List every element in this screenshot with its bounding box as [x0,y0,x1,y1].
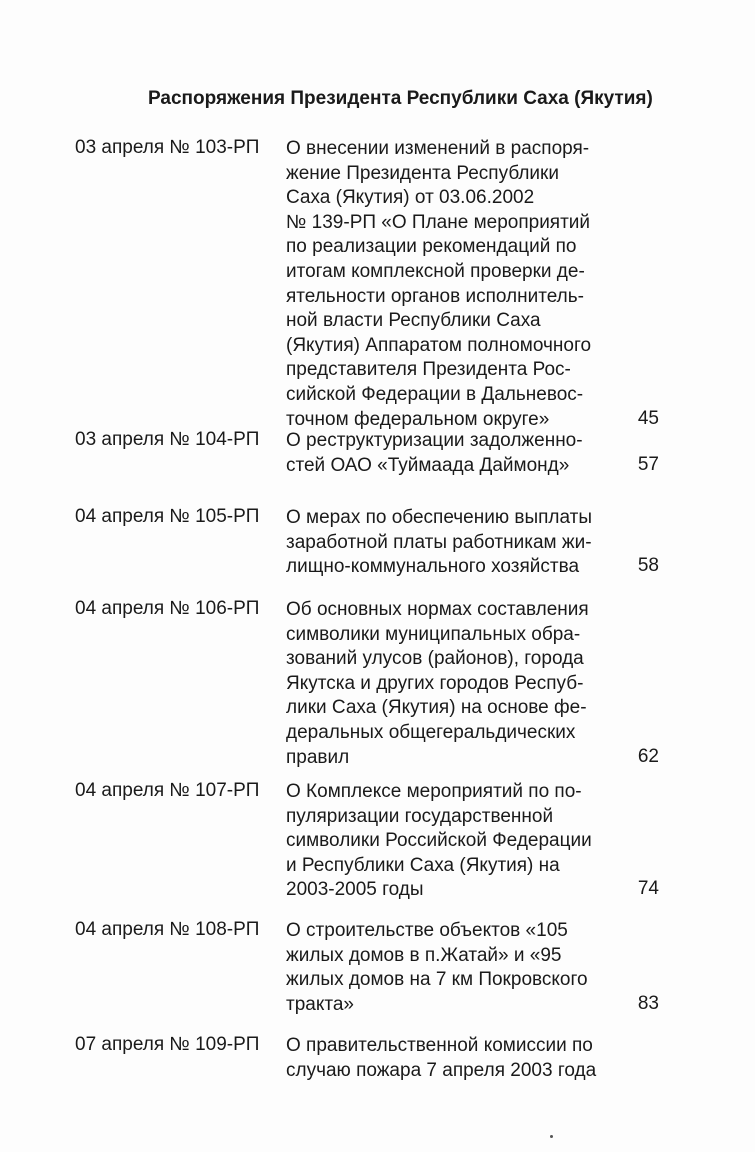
entry-title-line: зований улусов (районов), города [286,648,584,670]
entry-title-line: точном федеральном округе» [286,408,550,430]
entry-title-line: ятельности органов исполнитель- [286,285,584,307]
entry-title-line: О правительственной комиссии по [286,1035,593,1056]
entry-title-line: О строительстве объектов «105 [286,920,568,941]
entry-title-line: жение Президента Республики [286,162,559,184]
entry-title-line: лики Саха (Якутия) на основе фе- [286,697,587,719]
entry-title-line: жилых домов на 7 км Покровского [286,969,588,991]
entry-page-number: 83 [637,992,659,1014]
entry-page-number: 45 [637,407,659,429]
entry-title-line: представителя Президента Рос- [286,359,571,381]
entry-title-line: лищно-коммунального хозяйства [286,556,580,578]
entry-page-number: 74 [637,878,659,900]
entry-title-line: итогам комплексной проверки де- [286,260,585,282]
entry-date: 04 апреля № 107-РП [75,780,260,801]
entry-date: 04 апреля № 108-РП [75,919,260,940]
entry-title-line: О внесении изменений в распоря- [286,138,590,159]
entry-title [286,598,589,770]
entry-page-number: 62 [637,745,659,767]
entry-title-line: тракта» [286,993,354,1015]
entry-title [286,506,592,580]
entry-title-line: правил [286,746,350,768]
page-title: Распоряжения Президента Республики Саха (Якутия) [148,88,653,109]
scan-speck [550,1135,553,1138]
entry-title-line: ной власти Республики Саха [286,310,541,332]
entry-date: 04 апреля № 106-РП [75,598,260,619]
entry-title-line: стей ОАО «Туймаада Даймонд» [286,454,570,476]
entry-date: 07 апреля № 109-РП [75,1034,260,1055]
entry-date: 04 апреля № 105-РП [75,506,260,527]
entry-title-line: жилых домов в п.Жатай» и «95 [286,944,562,966]
entry-title-line: символики Российской Федерации [286,830,592,852]
entry-title [286,780,592,903]
entry-title-line: пуляризации государственной [286,805,554,827]
entry-title-line: Якутска и других городов Респуб- [286,672,584,694]
entry-title-line: (Якутия) Аппаратом полномочного [286,334,592,356]
entry-title-line: деральных общегеральдических [286,721,576,743]
entry-title-line: Об основных нормах составления [286,599,589,620]
entry-title [286,919,588,1017]
entry-date: 03 апреля № 104-РП [75,429,260,450]
entry-title-line: О Комплексе мероприятий по по- [286,781,582,802]
entry-title [286,1034,596,1083]
entry-title-line: и Республики Саха (Якутия) на [286,854,560,876]
entry-title-line: заработной платы работникам жи- [286,531,592,553]
entry-title-line: О реструктуризации задолженно- [286,430,583,451]
entry-title-line: символики муниципальных обра- [286,623,581,645]
entry-title-line: О мерах по обеспечению выплаты [286,507,592,528]
entry-title-line: № 139-РП «О Плане мероприятий [286,211,591,233]
entry-title-line: случаю пожара 7 апреля 2003 года [286,1059,597,1081]
entry-title-line: Саха (Якутия) от 03.06.2002 [286,187,535,209]
entry-page-number: 57 [637,453,659,475]
entry-title-line: по реализации рекомендаций по [286,236,577,258]
entry-title-line: 2003-2005 годы [286,879,424,901]
entry-title-line: сийской Федерации в Дальневос- [286,383,584,405]
entry-title [286,429,583,478]
entry-title [286,137,591,432]
entry-page-number: 58 [637,555,659,577]
entry-date: 03 апреля № 103-РП [75,137,260,158]
